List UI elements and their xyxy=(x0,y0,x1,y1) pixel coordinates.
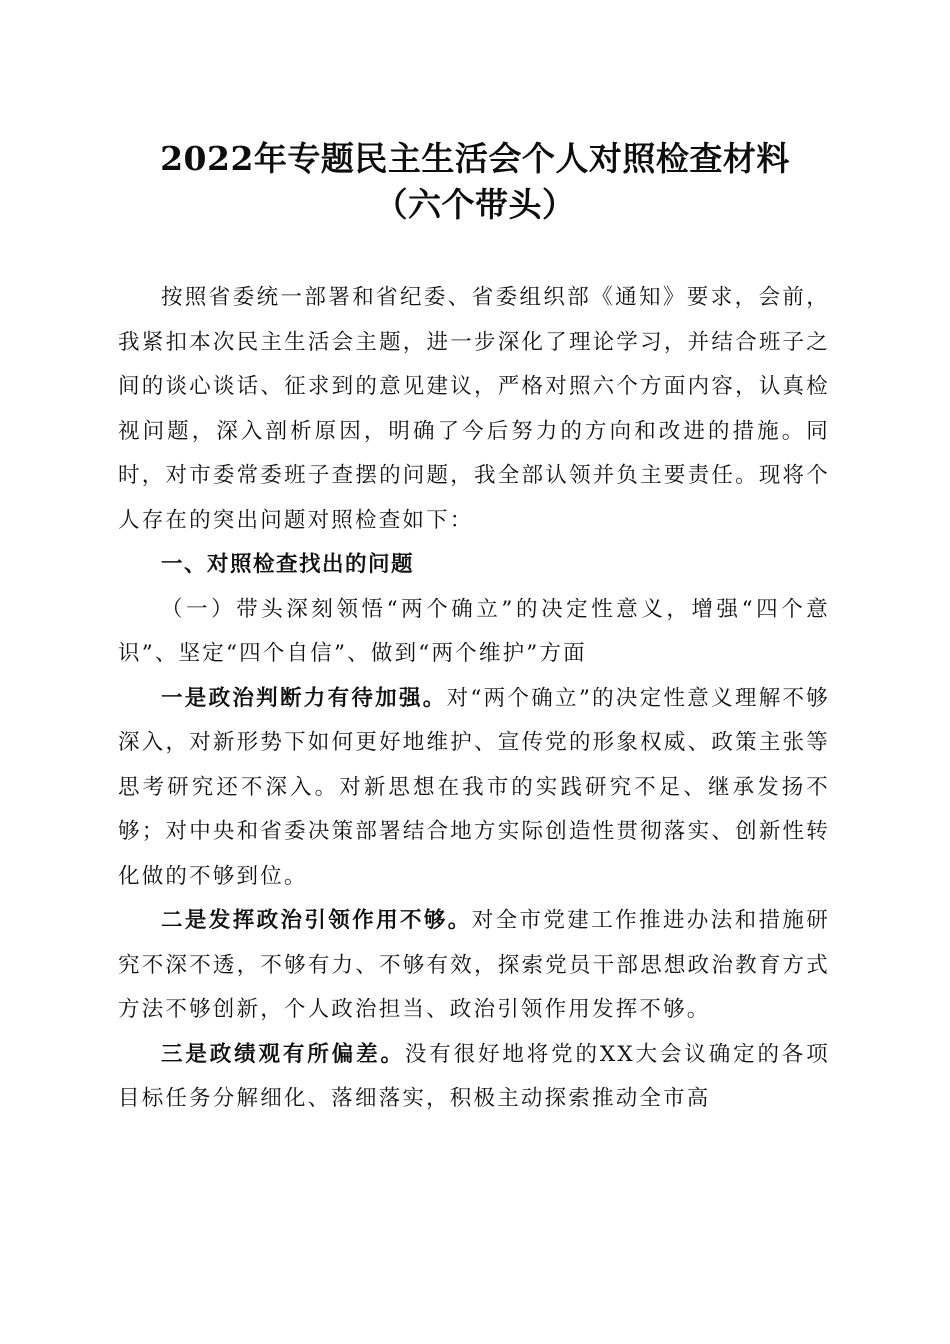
issue-lead: 三是政绩观有所偏差。 xyxy=(161,1041,405,1067)
intro-paragraph: 按照省委统一部署和省纪委、省委组织部《通知》要求，会前，我紧扣本次民主生活会主题，进一步深化了理论学习，并结合班子之间的谈心谈话、征求到的意见建议，严格对照六个方面内容，认真检视问题，深入剖析原因，明确了今后努力的方向和改进的措施。同时，对市委常委班子查摆的问题，我全部认领并负主要责任。现将个人存在的突出问题对照检查如下： xyxy=(118,285,830,533)
subsection-heading: （一）带头深刻领悟“两个确立”的决定性意义，增强“四个意识”、坚定“四个自信”、做到“两个维护”方面 xyxy=(118,596,830,666)
issue-paragraph-2 xyxy=(118,899,830,1033)
issue-text: 对“两个确立”的决定性意义理解不够深入，对新形势下如何更好地维护、宣传党的形象权威、政策主张等思考研究还不深入。对新思想在我市的实践研究不足、继承发扬不够；对中央和省委决策部署结合地方实际创造性贯彻落实、创新性转化做的不够到位。 xyxy=(118,685,830,889)
issue-paragraph-1 xyxy=(118,677,830,900)
issue-lead: 一是政治判断力有待加强。 xyxy=(161,685,447,711)
issue-text: 没有很好地将党的XX大会议确定的各项目标任务分解细化、落细落实，积极主动探索推动全市高 xyxy=(118,1041,830,1111)
title-line-1: 2022年专题民主生活会个人对照检查材料 xyxy=(160,139,790,178)
title-line-2: （六个带头） xyxy=(374,185,576,224)
issue-paragraph-3 xyxy=(118,1033,830,1122)
section-heading: 一、对照检查找出的问题 xyxy=(161,552,415,577)
document-title xyxy=(0,136,950,228)
issue-text: 对全市党建工作推进办法和措施研究不深不透，不够有力、不够有效，探索党员干部思想政治教育方式方法不够创新，个人政治担当、政治引领作用发挥不够。 xyxy=(118,908,830,1022)
issue-lead: 二是发挥政治引领作用不够。 xyxy=(161,908,472,933)
document-body xyxy=(118,276,830,1122)
